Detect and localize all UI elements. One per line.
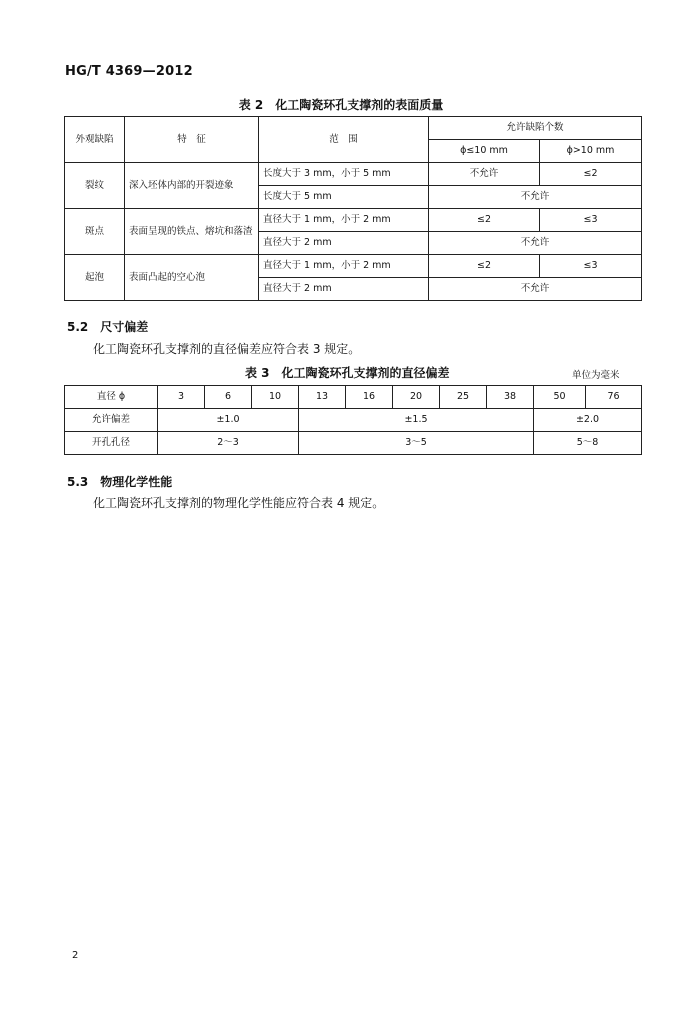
standard-code: HG/T 4369—2012	[65, 64, 193, 79]
range-cell: 直径大于 1 mm，小于 2 mm	[259, 209, 429, 232]
surface-quality-table	[64, 116, 642, 301]
diameter-cell: 10	[252, 386, 299, 409]
range-cell: 直径大于 2 mm	[259, 278, 429, 301]
diameter-cell: 50	[534, 386, 586, 409]
allowed-both: 不允许	[429, 232, 642, 255]
range-cell: 长度大于 5 mm	[259, 186, 429, 209]
col-header-defect: 外观缺陷	[65, 117, 125, 163]
section-5-2-text: 化工陶瓷环孔支撑剂的直径偏差应符合表 3 规定。	[93, 342, 361, 356]
col-header-allowed: 允许缺陷个数	[429, 117, 642, 140]
tolerance-cell: ±1.5	[299, 409, 534, 432]
col-header-feature: 特 征	[125, 117, 259, 163]
allowed-small: ≤2	[429, 255, 540, 278]
col-header-large: ϕ>10 mm	[540, 140, 642, 163]
defect-name: 斑点	[65, 209, 125, 255]
allowed-both: 不允许	[429, 186, 642, 209]
hole-cell: 3～5	[299, 432, 534, 455]
table3-unit: 单位为毫米	[572, 370, 620, 381]
section-5-3-text: 化工陶瓷环孔支撑剂的物理化学性能应符合表 4 规定。	[93, 496, 385, 510]
hole-cell: 5～8	[534, 432, 642, 455]
diameter-cell: 76	[586, 386, 642, 409]
row-label-diameter: 直径 ϕ	[65, 386, 158, 409]
table-row	[65, 432, 642, 455]
table2-caption: 表 2 化工陶瓷环孔支撑剂的表面质量	[238, 98, 444, 112]
table3-caption: 表 3 化工陶瓷环孔支撑剂的直径偏差	[245, 366, 450, 380]
allowed-large: ≤3	[540, 255, 642, 278]
diameter-cell: 38	[487, 386, 534, 409]
tolerance-cell: ±2.0	[534, 409, 642, 432]
col-header-range: 范 围	[259, 117, 429, 163]
table-row	[65, 409, 642, 432]
allowed-both: 不允许	[429, 278, 642, 301]
range-cell: 直径大于 2 mm	[259, 232, 429, 255]
table-row	[65, 163, 642, 186]
defect-name: 裂纹	[65, 163, 125, 209]
col-header-small: ϕ≤10 mm	[429, 140, 540, 163]
table-row	[65, 255, 642, 278]
allowed-large: ≤3	[540, 209, 642, 232]
table-row	[65, 386, 642, 409]
hole-cell: 2～3	[158, 432, 299, 455]
range-cell: 长度大于 3 mm，小于 5 mm	[259, 163, 429, 186]
page-number: 2	[72, 950, 79, 961]
section-5-3-heading: 5.3 物理化学性能	[67, 475, 173, 489]
section-5-2-heading: 5.2 尺寸偏差	[67, 320, 149, 334]
diameter-cell: 20	[393, 386, 440, 409]
allowed-large: ≤2	[540, 163, 642, 186]
diameter-cell: 16	[346, 386, 393, 409]
diameter-cell: 25	[440, 386, 487, 409]
diameter-cell: 6	[205, 386, 252, 409]
defect-feature: 表面呈现的铁点、熔坑和落渣	[125, 209, 259, 255]
defect-feature: 表面凸起的空心泡	[125, 255, 259, 301]
diameter-cell: 3	[158, 386, 205, 409]
diameter-cell: 13	[299, 386, 346, 409]
tolerance-cell: ±1.0	[158, 409, 299, 432]
row-label-tolerance: 允许偏差	[65, 409, 158, 432]
allowed-small: ≤2	[429, 209, 540, 232]
table-row	[65, 209, 642, 232]
diameter-tolerance-table	[64, 385, 642, 455]
defect-name: 起泡	[65, 255, 125, 301]
defect-feature: 深入坯体内部的开裂迹象	[125, 163, 259, 209]
row-label-hole: 开孔孔径	[65, 432, 158, 455]
allowed-small: 不允许	[429, 163, 540, 186]
range-cell: 直径大于 1 mm，小于 2 mm	[259, 255, 429, 278]
